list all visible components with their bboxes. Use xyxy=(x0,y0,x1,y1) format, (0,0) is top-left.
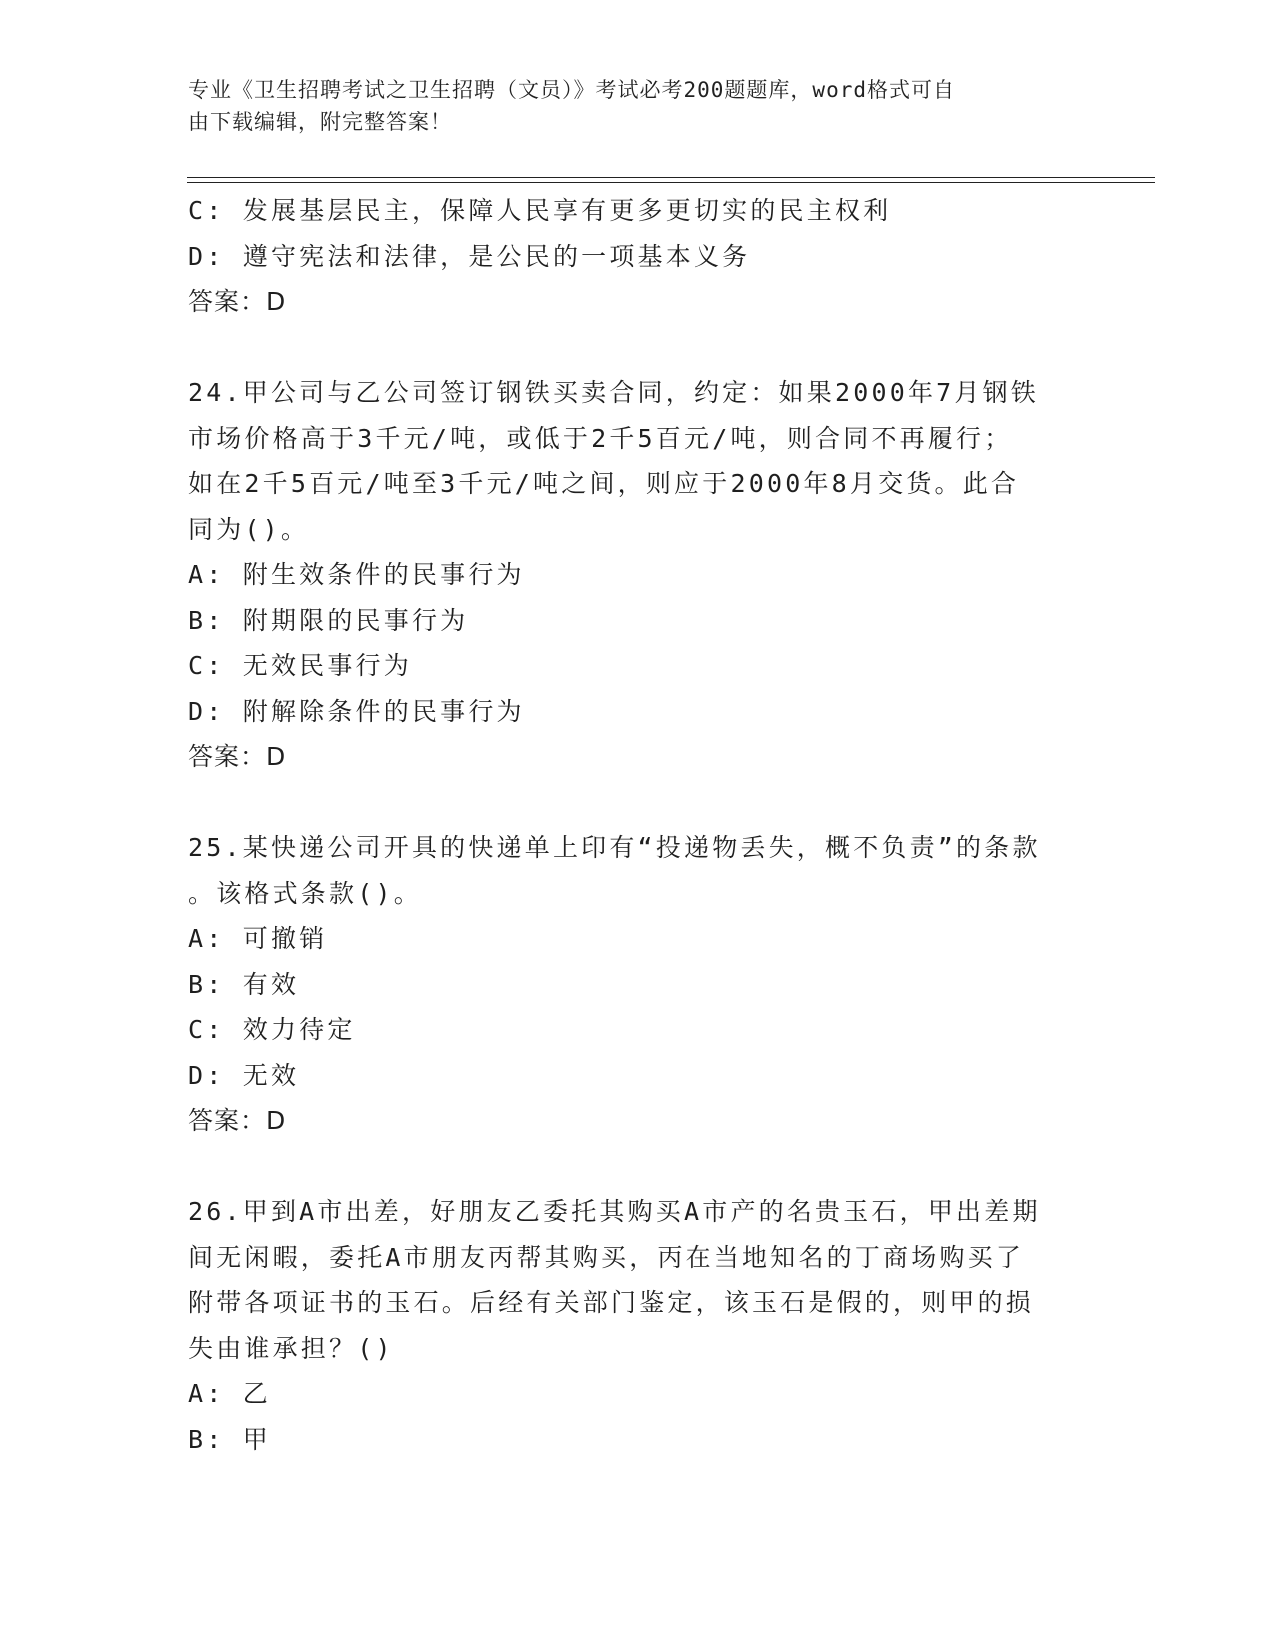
document-body xyxy=(188,188,1088,1462)
previous-question-block xyxy=(188,188,1088,325)
question-text-line: 间无闲暇，委托A市朋友丙帮其购买，丙在当地知名的丁商场购买了 xyxy=(188,1242,1025,1272)
header-divider-bottom xyxy=(187,182,1155,183)
question-text-line: 如在2千5百元/吨至3千元/吨之间，则应于2000年8月交货。此合 xyxy=(188,469,1020,498)
option-b: B: 甲 xyxy=(188,1424,271,1454)
option-c: C: 效力待定 xyxy=(188,1015,356,1044)
question-text-line: 附带各项证书的玉石。后经有关部门鉴定，该玉石是假的，则甲的损 xyxy=(188,1288,1035,1317)
question-text-line: 26.甲到A市出差，好朋友乙委托其购买A市产的名贵玉石，甲出差期 xyxy=(188,1197,1041,1226)
option-b: B: 附期限的民事行为 xyxy=(188,605,469,635)
spacer xyxy=(188,1144,1088,1190)
header-line-2: 由下载编辑，附完整答案！ xyxy=(188,110,452,134)
question-text-line: 同为()。 xyxy=(188,514,310,544)
answer-line: 答案：D xyxy=(188,742,287,771)
document-header xyxy=(188,74,1078,138)
answer-line: 答案：D xyxy=(188,1106,287,1135)
answer-line: 答案：D xyxy=(188,287,287,316)
question-text-line: 失由谁承担？() xyxy=(188,1333,394,1363)
question-25 xyxy=(188,825,1088,1144)
option-d: D: 遵守宪法和法律，是公民的一项基本义务 xyxy=(188,241,751,271)
question-text-line: 25.某快递公司开具的快递单上印有“投递物丢失，概不负责”的条款 xyxy=(188,833,1041,862)
spacer xyxy=(188,780,1088,826)
header-line-1: 专业《卫生招聘考试之卫生招聘（文员）》考试必考200题题库，word格式可自 xyxy=(188,78,955,102)
option-c: C: 发展基层民主，保障人民享有更多更切实的民主权利 xyxy=(188,196,892,225)
option-a: A: 附生效条件的民事行为 xyxy=(188,560,525,589)
option-b: B: 有效 xyxy=(188,969,300,999)
question-24 xyxy=(188,370,1088,780)
question-26 xyxy=(188,1189,1088,1462)
spacer xyxy=(188,325,1088,371)
option-a: A: 乙 xyxy=(188,1379,271,1408)
header-divider-top xyxy=(187,177,1155,178)
option-c: C: 无效民事行为 xyxy=(188,651,412,680)
option-d: D: 附解除条件的民事行为 xyxy=(188,696,525,726)
question-text-line: 24.甲公司与乙公司签订钢铁买卖合同，约定：如果2000年7月钢铁 xyxy=(188,378,1040,407)
option-a: A: 可撤销 xyxy=(188,924,328,953)
question-text-line: 。该格式条款()。 xyxy=(188,878,422,908)
question-text-line: 市场价格高于3千元/吨，或低于2千5百元/吨，则合同不再履行； xyxy=(188,423,1013,453)
option-d: D: 无效 xyxy=(188,1060,300,1090)
